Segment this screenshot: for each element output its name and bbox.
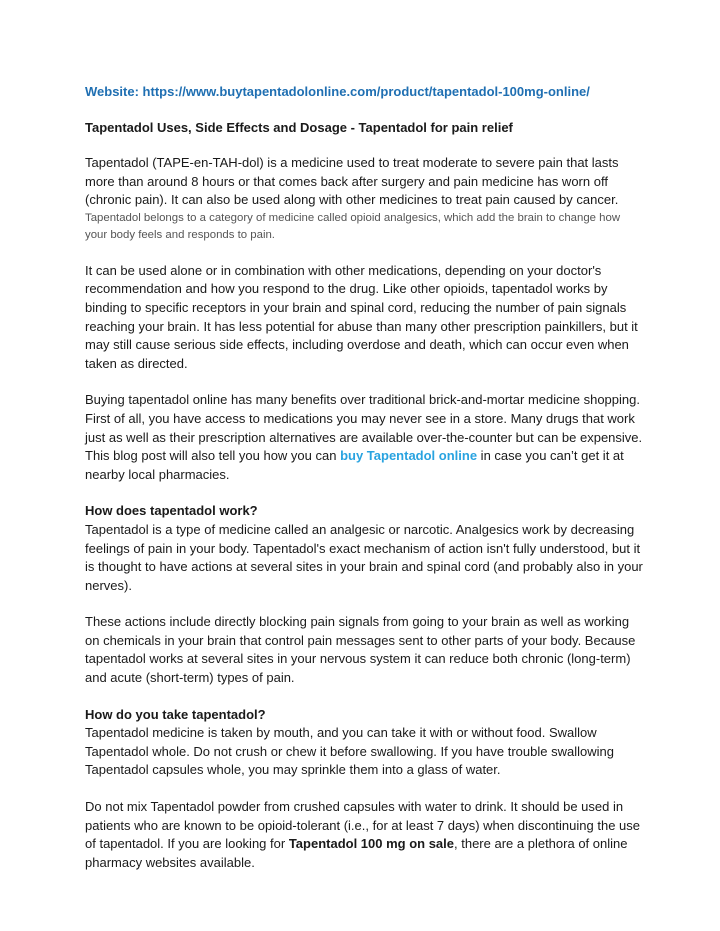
usage-section <box>85 262 645 374</box>
intro-note: Tapentadol belongs to a category of medicine called opioid analgesics, which add the brain to change how your body feels and responds to pain. <box>85 211 621 241</box>
how-to-take-paragraph-1: Tapentadol medicine is taken by mouth, and you can take it with or without food. Swallow Tapentadol whole. Do not crush or chew it before swallowing. If you have trouble swallowing Tapentadol capsules whole, you may sprinkle them into a glass of water. <box>85 725 614 778</box>
document-page <box>85 83 645 872</box>
how-it-works-heading: How does tapentadol work? <box>85 503 258 519</box>
buying-paragraph <box>85 391 645 484</box>
buying-section <box>85 391 645 484</box>
mixing-text-before: Do not mix Tapentadol powder from crushed capsules with water to drink. It should be used in patients who are known to be opioid-tolerant (i.e., for at least 7 days) when discontinuing the use of tapentadol. If you are looking for <box>85 799 640 852</box>
how-it-works-paragraph-1: Tapentadol is a type of medicine called an analgesic or narcotic. Analgesics work by decreasing feelings of pain in your body. Tapentadol's exact mechanism of action isn't fully understood, but it is thought to have actions at several sites in your brain and spinal cord (and probably also in your nerves). <box>85 521 643 593</box>
how-to-take-paragraph-2 <box>85 798 645 872</box>
usage-paragraph: It can be used alone or in combination with other medications, depending on your doctor's recommendation and how you respond to the drug. Like other opioids, tapentadol works by binding to specific receptors in your brain and spinal cord, reducing the number of pain signals reaching your brain. It has less potential for abuse than many other prescription painkillers, but it may still cause serious side effects, including overdose and death, which can occur even when taken as directed. <box>85 262 638 371</box>
how-to-take-section <box>85 706 645 780</box>
sale-emphasis: Tapentadol 100 mg on sale <box>288 836 455 852</box>
document-title: Tapentadol Uses, Side Effects and Dosage - Tapentadol for pain relief <box>85 120 513 135</box>
how-it-works-section <box>85 502 645 595</box>
actions-section <box>85 613 645 687</box>
buying-text-after: in case you can’t get it at nearby local pharmacies. <box>85 448 624 482</box>
how-it-works-paragraph-2: These actions include directly blocking pain signals from going to your brain as well as working on chemicals in your brain that control pain messages sent to other parts of your body. Because tapentadol works at several sites in your nervous system it can reduce both chronic (long-term) and acute (short-term) types of pain. <box>85 614 636 686</box>
mixing-section <box>85 798 645 872</box>
mixing-text-after: , there are a plethora of online pharmacy websites available. <box>85 836 628 870</box>
buy-tapentadol-link[interactable]: buy Tapentadol online <box>340 448 478 464</box>
buying-text-before: Buying tapentadol online has many benefits over traditional brick-and-mortar medicine shopping. First of all, you have access to medications you may never see in a store. Many drugs that work just as well as their prescription alternatives are available over-the-counter but can be expensive. This blog post will also tell you how you can <box>85 392 643 464</box>
how-to-take-heading: How do you take tapentadol? <box>85 706 266 722</box>
intro-section <box>85 154 645 244</box>
website-line[interactable]: Website: https://www.buytapentadolonline.com/product/tapentadol-100mg-online/ <box>85 84 590 99</box>
intro-paragraph: Tapentadol (TAPE-en-TAH-dol) is a medicine used to treat moderate to severe pain that lasts more than around 8 hours or that comes back after surgery and pain medicine has worn off (chronic pain). It can also be used along with other medicines to treat pain caused by cancer. <box>85 155 619 208</box>
